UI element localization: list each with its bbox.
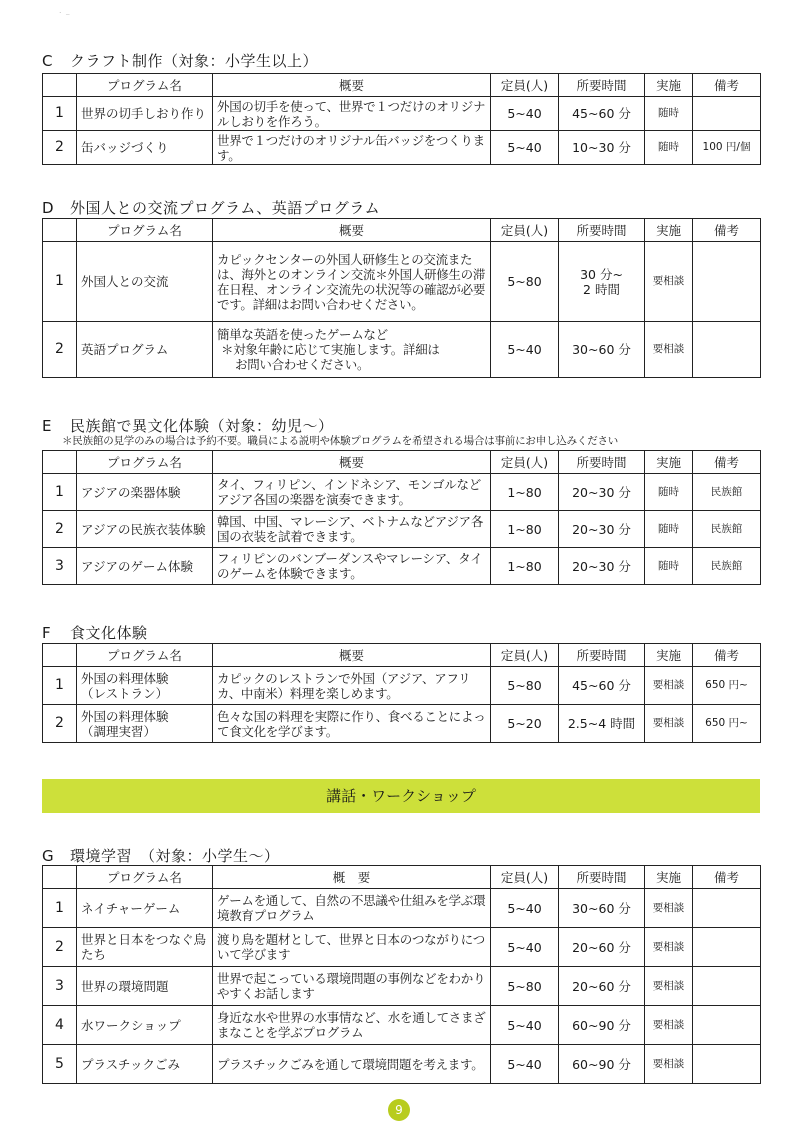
row-name: 缶バッジづくり xyxy=(77,131,213,165)
table-header xyxy=(43,74,761,97)
row-notes: 650 円~ xyxy=(693,667,761,705)
row-capacity: 5~40 xyxy=(491,1006,559,1045)
program-table-c xyxy=(42,73,761,165)
row-no: 2 xyxy=(43,705,77,743)
col-name: プログラム名 xyxy=(77,74,213,97)
table-row xyxy=(43,705,761,743)
section-heading: 外国人との交流プログラム、英語プログラム xyxy=(70,199,381,217)
row-no: 1 xyxy=(43,242,77,322)
row-time: 45~60 分 xyxy=(559,667,645,705)
row-desc-line: お問い合わせください。 xyxy=(235,357,370,372)
row-capacity: 1~80 xyxy=(491,474,559,511)
row-capacity: 5~40 xyxy=(491,889,559,928)
row-desc xyxy=(213,322,491,378)
col-capacity: 定員(人) xyxy=(491,644,559,667)
row-capacity: 5~40 xyxy=(491,131,559,165)
row-name: 世界の切手しおり作り xyxy=(77,97,213,131)
col-desc: 概要 xyxy=(213,451,491,474)
row-notes xyxy=(693,97,761,131)
section-e-table-wrap xyxy=(42,450,760,585)
row-no: 1 xyxy=(43,97,77,131)
section-letter: C xyxy=(42,52,53,70)
col-impl: 実施 xyxy=(645,74,693,97)
row-desc-line: ＊対象年齢に応じて実施します。詳細は xyxy=(221,342,440,357)
row-name: プラスチックごみ xyxy=(77,1045,213,1084)
col-impl: 実施 xyxy=(645,644,693,667)
row-name-line: （調理実習） xyxy=(81,723,157,739)
col-desc: 概要 xyxy=(213,74,491,97)
col-notes: 備考 xyxy=(693,866,761,889)
row-name: アジアの楽器体験 xyxy=(77,474,213,511)
row-time xyxy=(559,242,645,322)
row-impl: 要相談 xyxy=(645,928,693,967)
row-no: 5 xyxy=(43,1045,77,1084)
row-impl: 要相談 xyxy=(645,1045,693,1084)
row-name: 外国人との交流 xyxy=(77,242,213,322)
row-capacity: 5~40 xyxy=(491,97,559,131)
row-capacity: 5~40 xyxy=(491,928,559,967)
table-header xyxy=(43,219,761,242)
col-desc: 概要 xyxy=(213,644,491,667)
row-time: 60~90 分 xyxy=(559,1045,645,1084)
section-letter: E xyxy=(42,417,52,435)
col-time: 所要時間 xyxy=(559,866,645,889)
lecture-workshop-banner: 講話・ワークショップ xyxy=(42,779,760,813)
row-capacity: 5~40 xyxy=(491,1045,559,1084)
row-impl: 要相談 xyxy=(645,967,693,1006)
scan-mark: ˙ ⁻ xyxy=(58,12,71,22)
section-e-note: ＊民族館の見学のみの場合は予約不要。職員による説明や体験プログラムを希望される場合は事前にお申し込みください xyxy=(62,435,619,447)
section-g xyxy=(42,847,760,1084)
col-impl: 実施 xyxy=(645,866,693,889)
row-notes xyxy=(693,1045,761,1084)
row-no: 2 xyxy=(43,322,77,378)
row-time: 20~30 分 xyxy=(559,511,645,548)
col-no xyxy=(43,866,77,889)
table-header xyxy=(43,866,761,889)
program-table-g xyxy=(42,865,761,1084)
row-time: 60~90 分 xyxy=(559,1006,645,1045)
row-name xyxy=(77,705,213,743)
col-no xyxy=(43,74,77,97)
table-header xyxy=(43,644,761,667)
table-row xyxy=(43,97,761,131)
table-row xyxy=(43,889,761,928)
section-e-title xyxy=(42,417,760,435)
table-row xyxy=(43,474,761,511)
program-table-e xyxy=(42,450,761,585)
row-name: 水ワークショップ xyxy=(77,1006,213,1045)
row-time: 10~30 分 xyxy=(559,131,645,165)
col-name: プログラム名 xyxy=(77,219,213,242)
row-desc: 世界で１つだけのオリジナル缶バッジをつくります。 xyxy=(213,131,491,165)
row-notes: 650 円~ xyxy=(693,705,761,743)
row-capacity: 5~80 xyxy=(491,967,559,1006)
row-notes xyxy=(693,928,761,967)
row-desc: ゲームを通して、自然の不思議や仕組みを学ぶ環境教育プログラム xyxy=(213,889,491,928)
row-impl: 随時 xyxy=(645,131,693,165)
row-no: 1 xyxy=(43,667,77,705)
section-letter: F xyxy=(42,624,52,642)
table-row xyxy=(43,242,761,322)
row-name: ネイチャーゲーム xyxy=(77,889,213,928)
row-impl: 随時 xyxy=(645,548,693,585)
row-notes: 100 円/個 xyxy=(693,131,761,165)
row-notes: 民族館 xyxy=(693,474,761,511)
row-time: 20~30 分 xyxy=(559,474,645,511)
col-time: 所要時間 xyxy=(559,451,645,474)
section-f-title xyxy=(42,624,760,642)
table-row xyxy=(43,928,761,967)
table-header xyxy=(43,451,761,474)
row-capacity: 1~80 xyxy=(491,548,559,585)
row-desc: タイ、フィリピン、インドネシア、モンゴルなどアジア各国の楽器を演奏できます。 xyxy=(213,474,491,511)
row-no: 2 xyxy=(43,511,77,548)
row-desc: フィリピンのバンブーダンスやマレーシア、タイのゲームを体験できます。 xyxy=(213,548,491,585)
col-no xyxy=(43,219,77,242)
row-time: 20~60 分 xyxy=(559,967,645,1006)
col-name: プログラム名 xyxy=(77,866,213,889)
row-impl: 随時 xyxy=(645,97,693,131)
row-time: 20~30 分 xyxy=(559,548,645,585)
row-desc-line: 簡単な英語を使ったゲームなど xyxy=(217,327,388,342)
row-desc: 外国の切手を使って、世界で１つだけのオリジナルしおりを作ろう。 xyxy=(213,97,491,131)
row-no: 2 xyxy=(43,928,77,967)
section-letter: D xyxy=(42,199,55,217)
row-impl: 要相談 xyxy=(645,1006,693,1045)
row-desc: カピックセンターの外国人研修生との交流または、海外とのオンライン交流＊外国人研修生の滞在日程、オンライン交流先の状況等の確認が必要です。詳細はお問い合わせください。 xyxy=(213,242,491,322)
row-notes xyxy=(693,322,761,378)
row-notes xyxy=(693,889,761,928)
section-letter: G xyxy=(42,847,55,865)
row-impl: 要相談 xyxy=(645,322,693,378)
table-row xyxy=(43,131,761,165)
row-no: 1 xyxy=(43,474,77,511)
row-impl: 随時 xyxy=(645,511,693,548)
section-f xyxy=(42,624,760,743)
section-c xyxy=(42,52,760,165)
table-row xyxy=(43,1006,761,1045)
col-notes: 備考 xyxy=(693,451,761,474)
row-name: 世界の環境問題 xyxy=(77,967,213,1006)
col-desc: 概 要 xyxy=(213,866,491,889)
row-desc: 韓国、中国、マレーシア、ベトナムなどアジア各国の衣装を試着できます。 xyxy=(213,511,491,548)
col-impl: 実施 xyxy=(645,451,693,474)
table-row xyxy=(43,667,761,705)
section-d xyxy=(42,199,760,378)
row-name: 英語プログラム xyxy=(77,322,213,378)
row-no: 1 xyxy=(43,889,77,928)
row-capacity: 5~20 xyxy=(491,705,559,743)
table-row xyxy=(43,511,761,548)
row-impl: 要相談 xyxy=(645,889,693,928)
row-time: 30~60 分 xyxy=(559,322,645,378)
program-table-f xyxy=(42,643,761,743)
col-no xyxy=(43,644,77,667)
section-heading: 民族館で異文化体験（対象：幼児～） xyxy=(70,417,334,435)
row-time: 2.5~4 時間 xyxy=(559,705,645,743)
col-notes: 備考 xyxy=(693,74,761,97)
row-name-line: 外国の料理体験 xyxy=(81,670,169,686)
row-impl: 要相談 xyxy=(645,667,693,705)
section-heading: 環境学習 （対象：小学生～） xyxy=(70,847,280,865)
row-time: 45~60 分 xyxy=(559,97,645,131)
col-name: プログラム名 xyxy=(77,451,213,474)
section-c-title xyxy=(42,52,760,70)
col-capacity: 定員(人) xyxy=(491,74,559,97)
col-notes: 備考 xyxy=(693,644,761,667)
row-desc: プラスチックごみを通して環境問題を考えます。 xyxy=(213,1045,491,1084)
row-desc: カピックのレストランで外国（アジア、アフリカ、中南米）料理を楽しめます。 xyxy=(213,667,491,705)
row-capacity: 1~80 xyxy=(491,511,559,548)
section-heading: クラフト制作（対象：小学生以上） xyxy=(70,52,319,70)
row-name: アジアの民族衣装体験 xyxy=(77,511,213,548)
page-number-badge: 9 xyxy=(388,1099,410,1121)
row-name: 世界と日本をつなぐ鳥たち xyxy=(77,928,213,967)
section-e xyxy=(42,417,760,435)
col-time: 所要時間 xyxy=(559,74,645,97)
row-desc: 世界で起こっている環境問題の事例などをわかりやすくお話します xyxy=(213,967,491,1006)
col-impl: 実施 xyxy=(645,219,693,242)
section-d-title xyxy=(42,199,760,217)
row-notes xyxy=(693,1006,761,1045)
row-notes: 民族館 xyxy=(693,511,761,548)
row-impl: 要相談 xyxy=(645,705,693,743)
row-no: 3 xyxy=(43,548,77,585)
row-impl: 随時 xyxy=(645,474,693,511)
row-desc: 身近な水や世界の水事情など、水を通してさまざまなことを学ぶプログラム xyxy=(213,1006,491,1045)
col-name: プログラム名 xyxy=(77,644,213,667)
col-capacity: 定員(人) xyxy=(491,866,559,889)
row-name-line: 外国の料理体験 xyxy=(81,708,169,724)
row-capacity: 5~80 xyxy=(491,242,559,322)
row-desc: 色々な国の料理を実際に作り、食べることによって食文化を学びます。 xyxy=(213,705,491,743)
table-row xyxy=(43,548,761,585)
row-time: 20~60 分 xyxy=(559,928,645,967)
col-notes: 備考 xyxy=(693,219,761,242)
row-no: 4 xyxy=(43,1006,77,1045)
col-desc: 概要 xyxy=(213,219,491,242)
table-row xyxy=(43,322,761,378)
col-no xyxy=(43,451,77,474)
section-heading: 食文化体験 xyxy=(70,624,148,642)
table-row xyxy=(43,1045,761,1084)
row-no: 3 xyxy=(43,967,77,1006)
col-time: 所要時間 xyxy=(559,644,645,667)
row-notes: 民族館 xyxy=(693,548,761,585)
section-g-title xyxy=(42,847,760,865)
row-notes xyxy=(693,967,761,1006)
row-name-line: （レストラン） xyxy=(81,685,169,701)
program-table-d xyxy=(42,218,761,378)
row-name: アジアのゲーム体験 xyxy=(77,548,213,585)
col-capacity: 定員(人) xyxy=(491,219,559,242)
row-desc: 渡り鳥を題材として、世界と日本のつながりについて学びます xyxy=(213,928,491,967)
table-row xyxy=(43,967,761,1006)
row-time-from: 30 分~ xyxy=(580,266,623,282)
row-impl: 要相談 xyxy=(645,242,693,322)
row-time: 30~60 分 xyxy=(559,889,645,928)
row-notes xyxy=(693,242,761,322)
row-capacity: 5~80 xyxy=(491,667,559,705)
row-time-to: 2 時間 xyxy=(583,281,620,297)
col-time: 所要時間 xyxy=(559,219,645,242)
row-no: 2 xyxy=(43,131,77,165)
col-capacity: 定員(人) xyxy=(491,451,559,474)
row-capacity: 5~40 xyxy=(491,322,559,378)
row-name xyxy=(77,667,213,705)
